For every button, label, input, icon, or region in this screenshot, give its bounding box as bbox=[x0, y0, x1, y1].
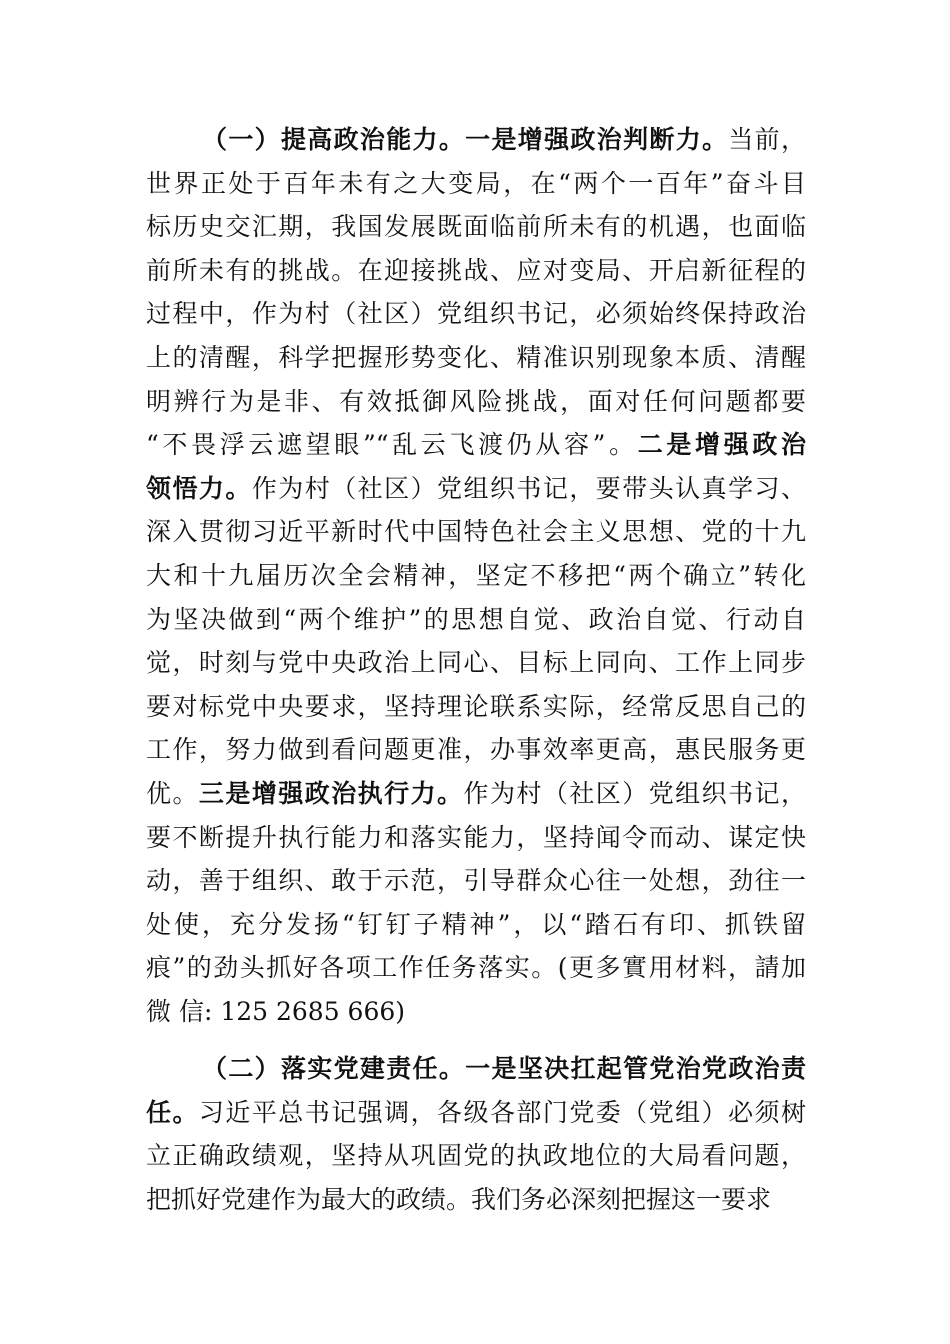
text-line bbox=[146, 205, 806, 249]
body-text: 觉，时刻与党中央政治上同心、目标上同向、工作上同步 bbox=[146, 648, 806, 678]
bold-text: （一）提高政治能力。一是增强政治判断力。 bbox=[202, 125, 729, 154]
body-text: 大和十九届历次全会精神，坚定不移把“两个确立”转化 bbox=[146, 561, 806, 590]
body-text: 微 信: 125 2685 666) bbox=[146, 997, 406, 1026]
body-text: 要不断提升执行能力和落实能力，坚持闻令而动、谋定快 bbox=[146, 822, 806, 852]
text-line bbox=[146, 380, 806, 424]
text-line bbox=[146, 467, 806, 511]
text-line bbox=[146, 772, 806, 816]
text-line bbox=[146, 554, 806, 598]
text-line bbox=[146, 510, 806, 554]
text-line bbox=[146, 1134, 806, 1178]
body-text: 把抓好党建作为最大的政绩。我们务必深刻把握这一要求 bbox=[146, 1184, 772, 1214]
text-line bbox=[146, 162, 806, 206]
text-line bbox=[146, 598, 806, 642]
text-line bbox=[146, 1178, 806, 1222]
body-text: 立正确政绩观，坚持从巩固党的执政地位的大局看问题， bbox=[146, 1141, 806, 1171]
body-text: 优。 bbox=[146, 779, 199, 808]
body-text: 处使，充分发扬“钉钉子精神”，以“踏石有印、抓铁留 bbox=[146, 909, 806, 939]
body-text: 作为村（社区）党组织书记，要带头认真学习、 bbox=[251, 473, 806, 503]
bold-text: 二是增强政治 bbox=[637, 430, 806, 460]
body-text: 痕”的劲头抓好各项工作任务落实。(更多實用材料，請加 bbox=[146, 953, 806, 983]
body-text: 明辨行为是非、有效抵御风险挑战，面对任何问题都要 bbox=[146, 386, 806, 416]
body-text: 习近平总书记强调，各级各部门党委（党组）必须树 bbox=[198, 1097, 806, 1127]
text-line bbox=[146, 641, 806, 685]
body-text: 要对标党中央要求，坚持理论联系实际，经常反思自己的 bbox=[146, 691, 806, 721]
text-line bbox=[202, 1047, 806, 1091]
bold-text: 任。 bbox=[146, 1097, 199, 1127]
text-line bbox=[146, 816, 806, 860]
text-line bbox=[146, 423, 806, 467]
body-text: 为坚决做到“两个维护”的思想自觉、政治自觉、行动自 bbox=[146, 604, 806, 634]
bold-text: 三是增强政治执行力。 bbox=[198, 779, 464, 808]
text-line bbox=[146, 728, 806, 772]
body-text: 过程中，作为村（社区）党组织书记，必须始终保持政治 bbox=[146, 299, 806, 329]
text-line bbox=[146, 1091, 806, 1135]
text-line bbox=[146, 946, 806, 990]
body-text: 标历史交汇期，我国发展既面临前所未有的机遇，也面临 bbox=[146, 212, 806, 242]
bold-text: （二）落实党建责任。一是坚决扛起管党治党政治责 bbox=[202, 1054, 806, 1083]
body-text: 世界正处于百年未有之大变局，在“两个一百年”奋斗目 bbox=[146, 168, 806, 198]
body-text: 动，善于组织、敢于示范，引导群众心往一处想，劲往一 bbox=[146, 866, 806, 896]
body-text: “不畏浮云遮望眼”“乱云飞渡仍从容”。 bbox=[146, 430, 638, 460]
body-text: 上的清醒，科学把握形势变化、精准识别现象本质、清醒 bbox=[146, 343, 806, 372]
bold-text: 领悟力。 bbox=[146, 473, 252, 503]
text-line bbox=[146, 903, 806, 947]
text-line bbox=[202, 118, 806, 162]
text-line bbox=[146, 249, 806, 293]
body-text: 工作，努力做到看问题更准，办事效率更高，惠民服务更 bbox=[146, 735, 806, 765]
text-line bbox=[146, 685, 806, 729]
text-line bbox=[146, 336, 806, 380]
body-text: 作为村（社区）党组织书记， bbox=[463, 779, 806, 808]
body-text: 深入贯彻习近平新时代中国特色社会主义思想、党的十九 bbox=[146, 517, 806, 547]
text-line bbox=[146, 990, 806, 1034]
text-line bbox=[146, 859, 806, 903]
body-text: 前所未有的挑战。在迎接挑战、应对变局、开启新征程的 bbox=[146, 255, 806, 285]
body-text: 当前， bbox=[728, 125, 806, 154]
text-line bbox=[146, 292, 806, 336]
